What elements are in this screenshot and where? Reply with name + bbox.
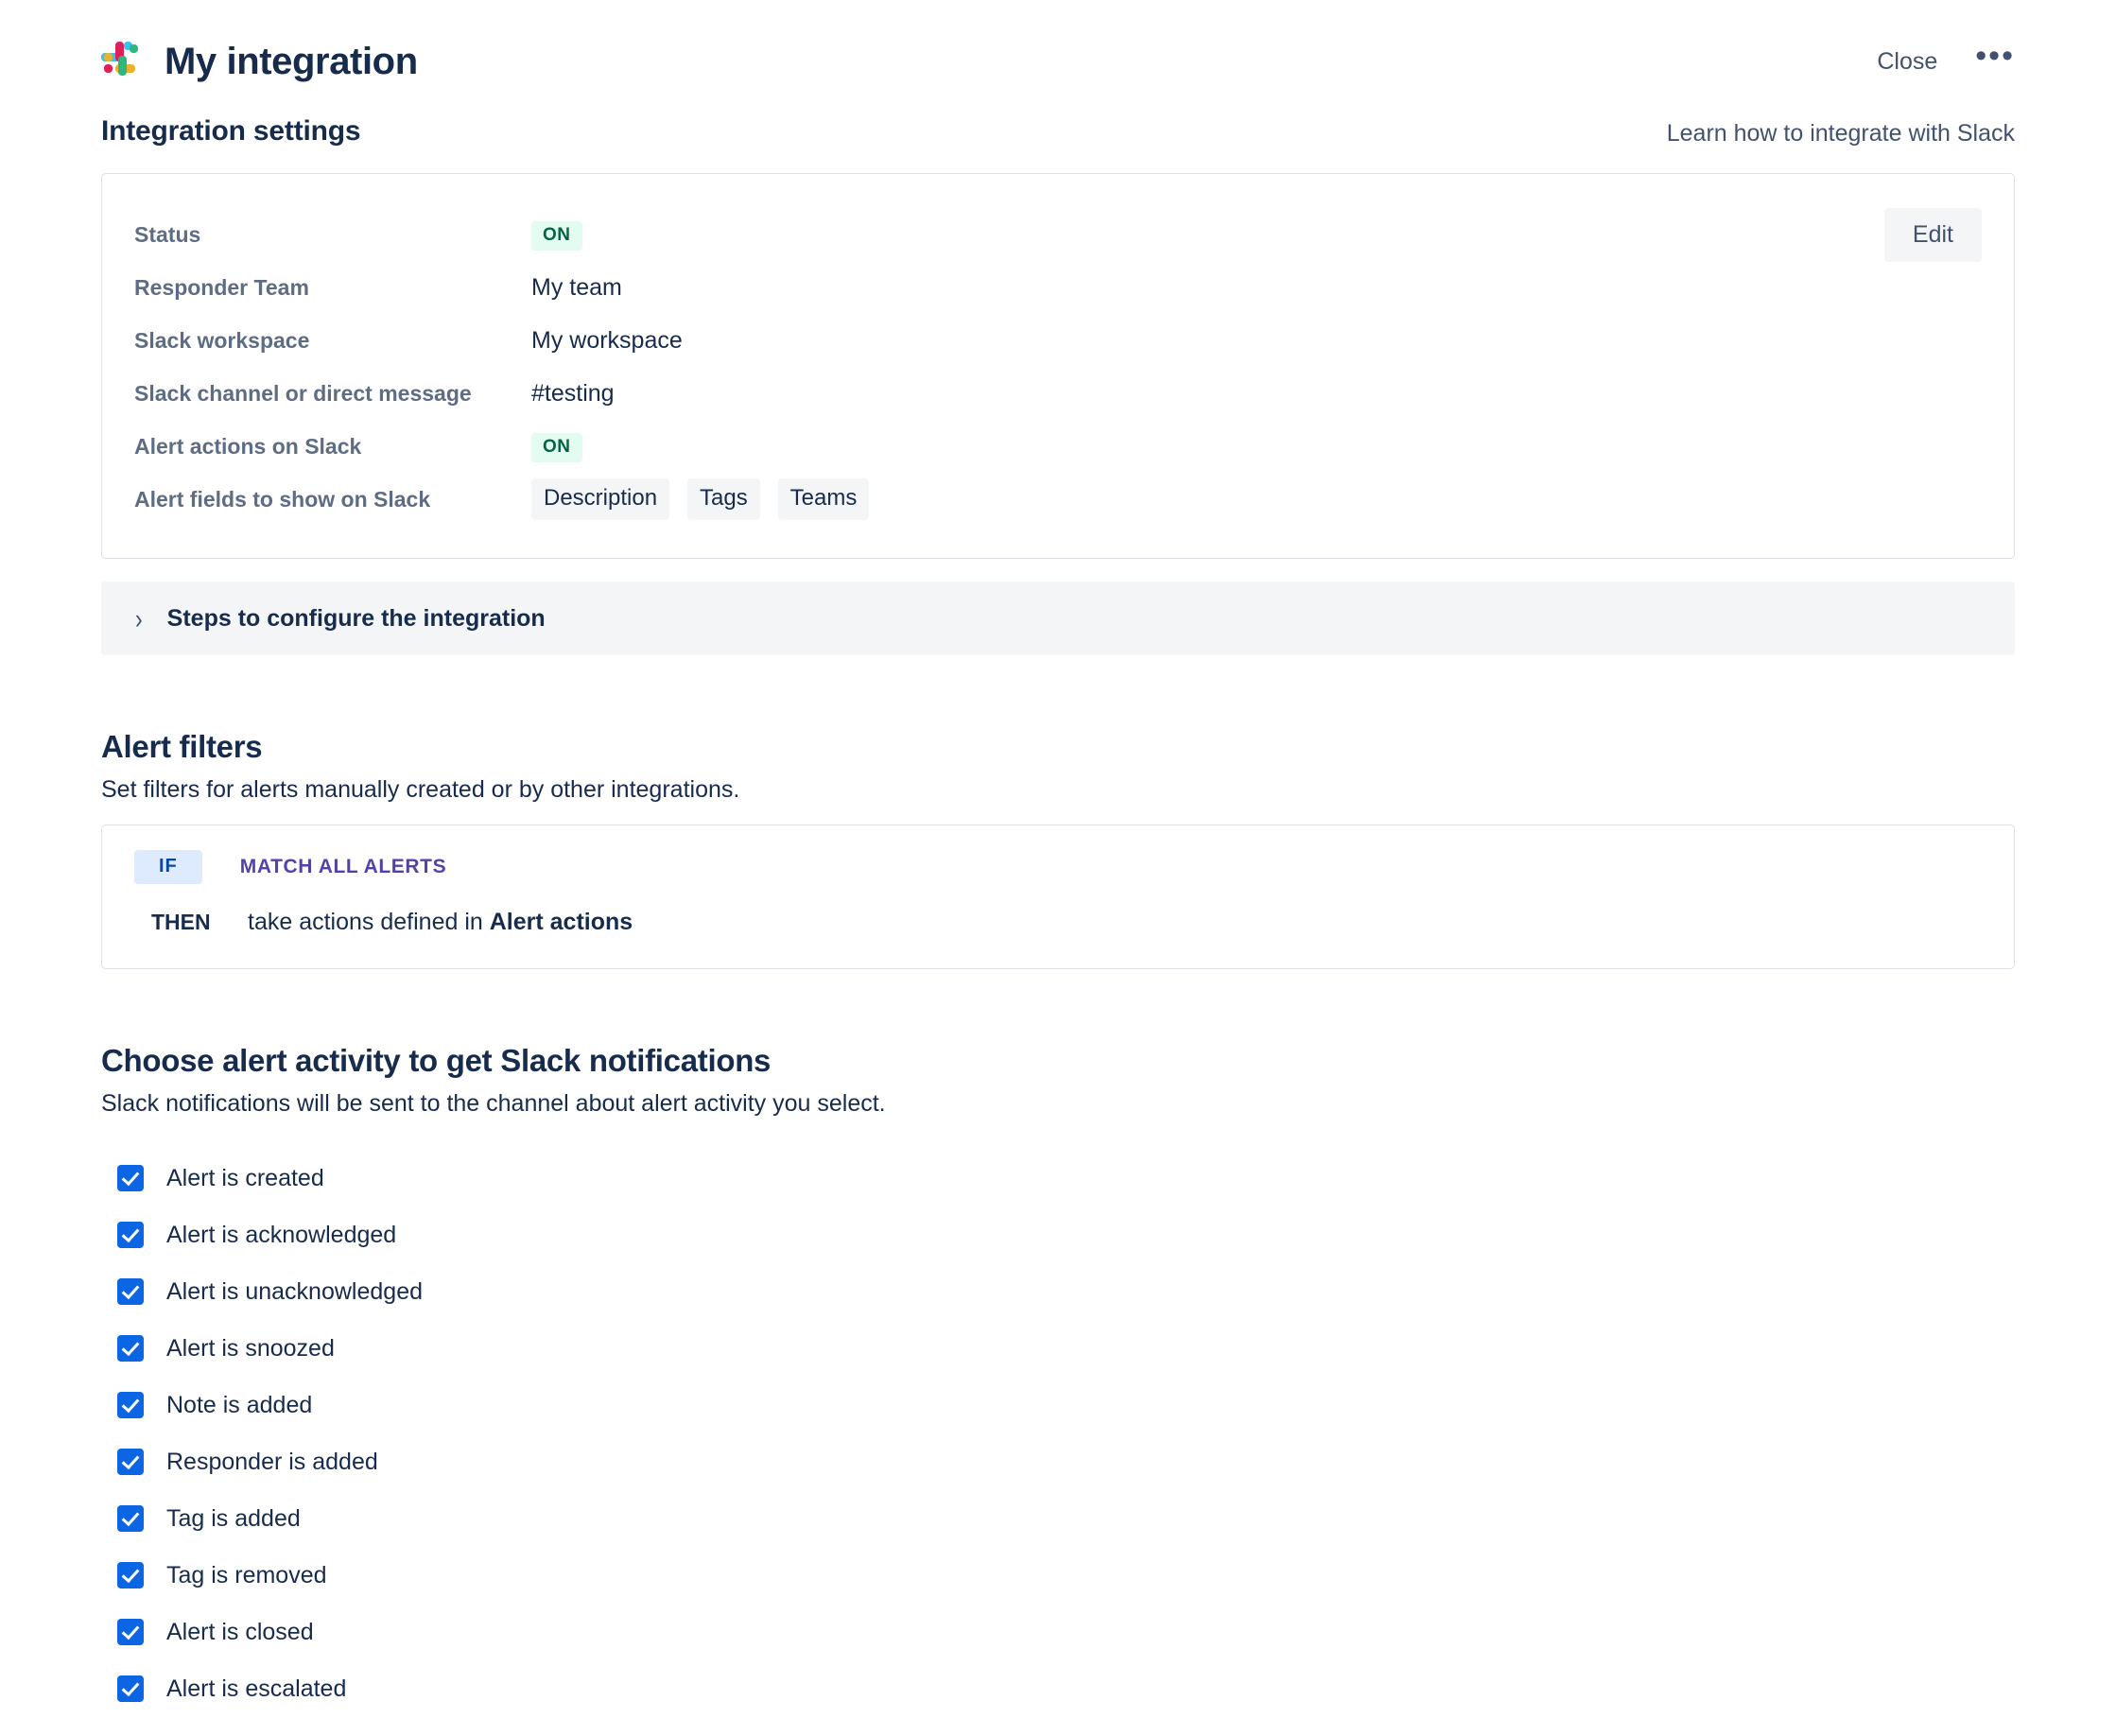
checkbox-tag-is-added[interactable] — [117, 1505, 144, 1532]
settings-row-slack-workspace — [134, 314, 1982, 367]
alert-filters-title: Alert filters — [101, 729, 263, 764]
steps-to-configure-accordion[interactable] — [101, 582, 2015, 655]
row-label: Alert actions on Slack — [134, 433, 362, 459]
checkbox-label: Alert is acknowledged — [166, 1221, 397, 1248]
list-item — [101, 1207, 2015, 1263]
row-value: My workspace — [531, 326, 683, 354]
checkbox-alert-is-snoozed[interactable] — [117, 1335, 144, 1362]
slack-logo-icon — [101, 42, 141, 81]
list-item — [101, 1604, 2015, 1660]
filter-condition-row — [134, 850, 1982, 884]
checkbox-alert-is-unacknowledged[interactable] — [117, 1278, 144, 1305]
row-label: Status — [134, 221, 201, 247]
row-value — [531, 431, 582, 462]
list-item — [101, 1377, 2015, 1433]
settings-row-responder-team — [134, 261, 1982, 314]
list-item — [101, 1433, 2015, 1490]
checkbox-label: Responder is added — [166, 1448, 378, 1475]
close-button[interactable]: Close — [1877, 47, 1938, 75]
alert-activity-subtitle: Slack notifications will be sent to the channel about alert activity you select. — [101, 1090, 886, 1117]
header-actions — [1877, 38, 2015, 77]
alert-activity-title: Choose alert activity to get Slack notifications — [101, 1043, 772, 1078]
settings-row-status — [134, 208, 1982, 261]
steps-accordion-label: Steps to configure the integration — [166, 604, 546, 632]
list-item — [101, 1320, 2015, 1377]
checkbox-alert-is-escalated[interactable] — [117, 1675, 144, 1702]
then-label: THEN — [151, 910, 211, 934]
settings-row-alert-actions — [134, 420, 1982, 473]
checkbox-label: Alert is created — [166, 1164, 324, 1191]
checkbox-alert-is-closed[interactable] — [117, 1619, 144, 1645]
settings-card — [101, 173, 2015, 559]
checkbox-responder-is-added[interactable] — [117, 1449, 144, 1475]
list-item — [101, 1150, 2015, 1207]
checkbox-label: Alert is escalated — [166, 1675, 347, 1702]
alert-field-chip: Tags — [687, 478, 760, 520]
checkbox-label: Tag is added — [166, 1504, 301, 1532]
alert-fields-list — [531, 478, 880, 520]
alert-filters-subtitle: Set filters for alerts manually created or by other integrations. — [101, 776, 740, 803]
checkbox-alert-is-created[interactable] — [117, 1165, 144, 1191]
page-title: My integration — [165, 40, 418, 82]
row-value: My team — [531, 273, 622, 301]
row-value: #testing — [531, 379, 615, 407]
settings-row-alert-fields — [134, 473, 1982, 526]
checkbox-label: Alert is closed — [166, 1618, 314, 1645]
checkbox-label: Note is added — [166, 1391, 313, 1418]
alert-actions-link[interactable]: Alert actions — [489, 909, 633, 935]
row-label: Slack workspace — [134, 327, 310, 353]
checkbox-note-is-added[interactable] — [117, 1392, 144, 1418]
checkbox-label: Alert is unacknowledged — [166, 1277, 423, 1305]
list-item — [101, 1547, 2015, 1604]
checkbox-label: Tag is removed — [166, 1561, 327, 1588]
alert-field-chip: Teams — [778, 478, 870, 520]
edit-button[interactable]: Edit — [1884, 208, 1982, 262]
section-title: Integration settings — [101, 115, 361, 147]
checkbox-alert-is-acknowledged[interactable] — [117, 1222, 144, 1248]
row-label: Alert fields to show on Slack — [134, 486, 431, 512]
then-text-prefix: take actions defined in — [248, 909, 490, 935]
alert-actions-badge: ON — [531, 433, 582, 462]
more-options-icon[interactable]: ••• — [1975, 38, 2015, 74]
page-header — [101, 0, 2015, 95]
alert-filter-card — [101, 825, 2015, 969]
row-label: Slack channel or direct message — [134, 380, 472, 406]
chevron-right-icon: › — [135, 601, 143, 634]
learn-how-to-integrate-link[interactable]: Learn how to integrate with Slack — [1666, 120, 2015, 147]
list-item — [101, 1263, 2015, 1320]
match-all-alerts-label: MATCH ALL ALERTS — [239, 856, 447, 877]
list-item — [101, 1660, 2015, 1717]
row-value — [531, 219, 582, 251]
list-item — [101, 1490, 2015, 1547]
checkbox-tag-is-removed[interactable] — [117, 1562, 144, 1588]
alert-activity-checkbox-list — [101, 1150, 2015, 1717]
alert-activity-section — [101, 1043, 2015, 1717]
alert-filters-section — [101, 729, 2015, 969]
alert-field-chip: Description — [531, 478, 669, 520]
integration-settings-header — [101, 115, 2015, 148]
status-badge: ON — [531, 221, 582, 251]
checkbox-label: Alert is snoozed — [166, 1334, 335, 1362]
then-description — [248, 909, 633, 936]
settings-row-slack-channel — [134, 367, 1982, 420]
row-label: Responder Team — [134, 274, 309, 300]
filter-action-row — [134, 909, 1982, 936]
if-badge: IF — [134, 850, 202, 884]
